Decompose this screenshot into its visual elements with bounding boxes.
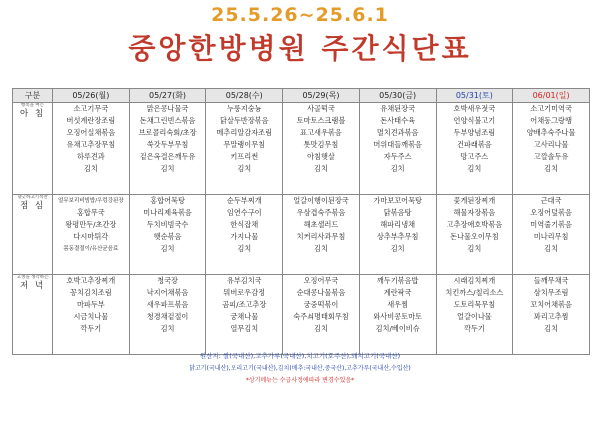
dish-item: 낙지어채볶음 [146, 288, 189, 297]
dish-item: 유채된장국 [380, 104, 416, 113]
menu-cell [436, 195, 513, 275]
dish-item: 해초샐러드 [303, 220, 339, 229]
dish-item: 시래김치찌개 [453, 276, 496, 285]
dish-item: 청국장 [157, 276, 178, 285]
dish-item: 들깨무채국 [533, 276, 569, 285]
dish-item: 열무김치 [230, 324, 259, 333]
dish-item: 멸치견과볶음 [376, 128, 419, 137]
dish-item: 뭐버로우감정 [223, 288, 266, 297]
menu-cell [53, 103, 130, 195]
dish-item: 오징어덮볶음 [530, 208, 572, 217]
dish-item: 곰피/조고추장 [222, 300, 267, 309]
meal-sub-label: 행복을 여는 [20, 103, 45, 108]
menu-cell [206, 103, 283, 195]
menu-cell [436, 103, 513, 195]
dish-item: 김치/베이비슈 [375, 324, 420, 333]
dish-item: 얼무보리비빔밥/우렁강된장 [58, 198, 124, 204]
dish-item: 메추리알감자조림 [216, 128, 273, 137]
meal-row [13, 275, 590, 355]
menu-cell [359, 103, 436, 195]
dish-item: 어채동그랑땡 [530, 116, 572, 125]
dish-item: 근대국 [540, 196, 562, 205]
dish-item: 돈나물오이무침 [450, 232, 499, 241]
dish-item: 누룽지숭늉 [226, 104, 262, 113]
origin-note-line2: 닭고기(국내산),오리고기(국내산),김치(배추:국내산,중국산),고추가루(국내산,수입산) [189, 365, 411, 372]
dish-item: 꽃게된장찌개 [453, 196, 496, 205]
dish-item: 호박고추장찌개 [66, 276, 116, 285]
dish-item: 해물자장볶음 [453, 208, 496, 217]
meal-name: 점 심 [19, 201, 46, 211]
dish-item: 자두주스 [383, 152, 412, 161]
dish-item: 몸동결절이/유산균음료 [63, 246, 119, 252]
meal-label [13, 103, 53, 195]
dish-item: 겉은옥결은깨두유 [139, 152, 196, 161]
menu-cell [283, 275, 360, 355]
dish-item: 김치 [314, 324, 328, 333]
dish-item: 김치 [390, 164, 405, 173]
dish-item: 아침햇살 [307, 152, 335, 161]
dish-item: 김치 [237, 164, 252, 173]
dish-item: 도토리묵무침 [453, 300, 496, 309]
day-header: 05/26(월) [53, 89, 130, 103]
meal-sub-label: 고생을 생각하는 [16, 275, 49, 280]
dish-item: 미역줄기볶음 [530, 220, 572, 229]
dish-item: 김치 [314, 164, 328, 173]
dish-item: 하루견과 [76, 152, 105, 161]
menu-cell [359, 195, 436, 275]
meal-name: 아 침 [19, 109, 46, 119]
menu-cell [206, 275, 283, 355]
dish-item: 김치 [237, 244, 252, 253]
dish-item: 미나리무침 [533, 232, 569, 241]
dish-item: 꽈리고추찜 [533, 312, 569, 321]
meal-row [13, 195, 590, 275]
weekly-menu-table [12, 88, 590, 355]
dish-item: 궁중떡볶이 [303, 300, 339, 309]
dish-item: 우삼겹숙주볶음 [296, 208, 346, 217]
dish-item: 임연수구이 [226, 208, 262, 217]
dish-item: 망고주스 [460, 152, 489, 161]
dish-item: 두부양념조림 [453, 128, 496, 137]
dish-item: 꼬치어채볶음 [530, 300, 572, 309]
menu-cell [283, 103, 360, 195]
menu-cell [513, 195, 590, 275]
dish-item: 유채고추장무침 [66, 140, 116, 149]
dish-item: 한식잡채 [230, 220, 259, 229]
dish-item: 김치 [467, 164, 482, 173]
dish-item: 김치 [544, 324, 559, 333]
dish-item: 깨두기볶음밥 [376, 276, 419, 285]
dish-item: 머위대들깨볶음 [373, 140, 422, 149]
dish-item: 건파래볶음 [457, 140, 492, 149]
day-header-sunday: 06/01(일) [513, 89, 590, 103]
dish-item: 왕평만두/초간장 [65, 220, 117, 229]
dish-item: 양배추숙주나물 [526, 128, 576, 137]
dish-item: 와사비콩토마토 [373, 312, 422, 321]
dish-item: 돈사태수육 [380, 116, 416, 125]
menu-cell [283, 195, 360, 275]
dish-item: 브로콜리숙회/초장 [138, 128, 197, 137]
meal-label [13, 195, 53, 275]
corner-label: 구분 [13, 89, 53, 103]
dish-item: 토마토스크램블 [296, 116, 346, 125]
dish-item: 오징어무국 [303, 276, 339, 285]
dish-item: 소고기무국 [73, 104, 109, 113]
dish-item: 김치 [544, 164, 559, 173]
dish-item: 고사리나물 [533, 140, 569, 149]
dish-item: 햇순볶음 [153, 232, 182, 241]
dish-item: 새우파프볶음 [146, 300, 189, 309]
dish-item: 언양식불고기 [453, 116, 496, 125]
table-header-row [13, 89, 590, 103]
dish-item: 치커리사과무침 [296, 232, 346, 241]
dish-item: 사골떡국 [307, 104, 335, 113]
menu-cell [53, 195, 130, 275]
dish-item: 얼갈이행이된장국 [293, 196, 349, 205]
dish-item: 상추부추무침 [376, 232, 419, 241]
dish-item: 김치 [160, 244, 175, 253]
menu-cell [206, 195, 283, 275]
dish-item: 순두부찌개 [226, 196, 262, 205]
page-title: 중앙한방병원 주간식단표 [128, 32, 472, 65]
dish-item: 고추장애호박볶음 [446, 220, 503, 229]
dish-item: 삼치무조림 [533, 288, 569, 297]
menu-cell [513, 103, 590, 195]
dish-item: 두치비빔국수 [146, 220, 189, 229]
dish-item: 김치 [390, 244, 405, 253]
dish-item: 궁채나물 [230, 312, 259, 321]
dish-item: 버섯계란장조림 [66, 116, 116, 125]
dish-item: 김치 [83, 164, 98, 173]
dish-item: 가마보꼬어묵탕 [373, 196, 422, 205]
dish-item: 돈채그린빈스볶음 [139, 116, 196, 125]
dish-item: 시금치나물 [73, 312, 109, 321]
dish-item: 닭살두반장볶음 [219, 116, 269, 125]
dish-item: 깍두기 [463, 324, 485, 333]
menu-cell [129, 195, 206, 275]
dish-item: 홍합어묵탕 [150, 196, 185, 205]
meal-label [13, 275, 53, 355]
menu-period: 25.5.26~25.6.1 [211, 4, 389, 26]
day-header: 05/27(화) [129, 89, 206, 103]
menu-disclaimer: *상기메뉴는 수급사정에따라 변경수있음* [245, 377, 355, 384]
menu-cell [513, 275, 590, 355]
dish-item: 깍두기 [80, 324, 102, 333]
dish-item: 청경채겉절이 [146, 312, 189, 321]
dish-item: 호박새우젓국 [453, 104, 496, 113]
dish-item: 김치 [160, 164, 175, 173]
day-header-saturday: 05/31(토) [436, 89, 513, 103]
dish-item: 표고새우볶음 [300, 128, 342, 137]
dish-item: 닭볶음탕 [383, 208, 412, 217]
dish-item: 미나리제육볶음 [143, 208, 192, 217]
dish-item: 얼갈이나물 [457, 312, 492, 321]
dish-item: 치킨까스/칠리소스 [445, 288, 504, 297]
meal-sub-label: 향긋하고기적찬 [17, 195, 48, 200]
dish-item: 김치 [544, 244, 559, 253]
dish-item: 김치 [467, 244, 482, 253]
dish-item: 마파두부 [76, 300, 105, 309]
dish-item: 해파리냉채 [380, 220, 416, 229]
dish-item: 쑥갓두부무침 [146, 140, 189, 149]
dish-item: 숙주쇠명태회무침 [293, 312, 349, 321]
menu-cell [436, 275, 513, 355]
dish-item: 키프리썬 [230, 152, 259, 161]
dish-item: 순대콩나물볶음 [296, 288, 346, 297]
dish-item: 맑은콩나물국 [146, 104, 189, 113]
menu-cell [53, 275, 130, 355]
meal-row [13, 103, 590, 195]
menu-body [13, 103, 590, 355]
menu-cell [359, 275, 436, 355]
dish-item: 소고기미역국 [530, 104, 572, 113]
day-header: 05/29(목) [283, 89, 360, 103]
dish-item: 꽁치김치조림 [70, 288, 112, 297]
dish-item: 홍합무국 [76, 208, 105, 217]
dish-item: 톳맛김무침 [303, 140, 339, 149]
dish-item: 고깔솔두유 [533, 152, 569, 161]
origin-note-line1: 원산지: 쌀(국내산),고추가루(국내산),치고기(호주산),돼지고기(국내산) [199, 352, 401, 360]
menu-cell [129, 275, 206, 355]
day-header: 05/28(수) [206, 89, 283, 103]
dish-item: 김치 [314, 244, 328, 253]
dish-item: 김치 [160, 324, 175, 333]
dish-item: 무말랭이무침 [223, 140, 266, 149]
dish-item: 계란팍국 [383, 288, 412, 297]
dish-item: 유부김치국 [226, 276, 262, 285]
dish-item: 다시마튀각 [73, 232, 109, 241]
meal-name: 저 녁 [19, 281, 46, 291]
dish-item: 가지나물 [230, 232, 259, 241]
dish-item: 새우찜 [387, 300, 409, 309]
day-header: 05/30(금) [359, 89, 436, 103]
dish-item: 오징어실채볶음 [66, 128, 116, 137]
menu-cell [129, 103, 206, 195]
